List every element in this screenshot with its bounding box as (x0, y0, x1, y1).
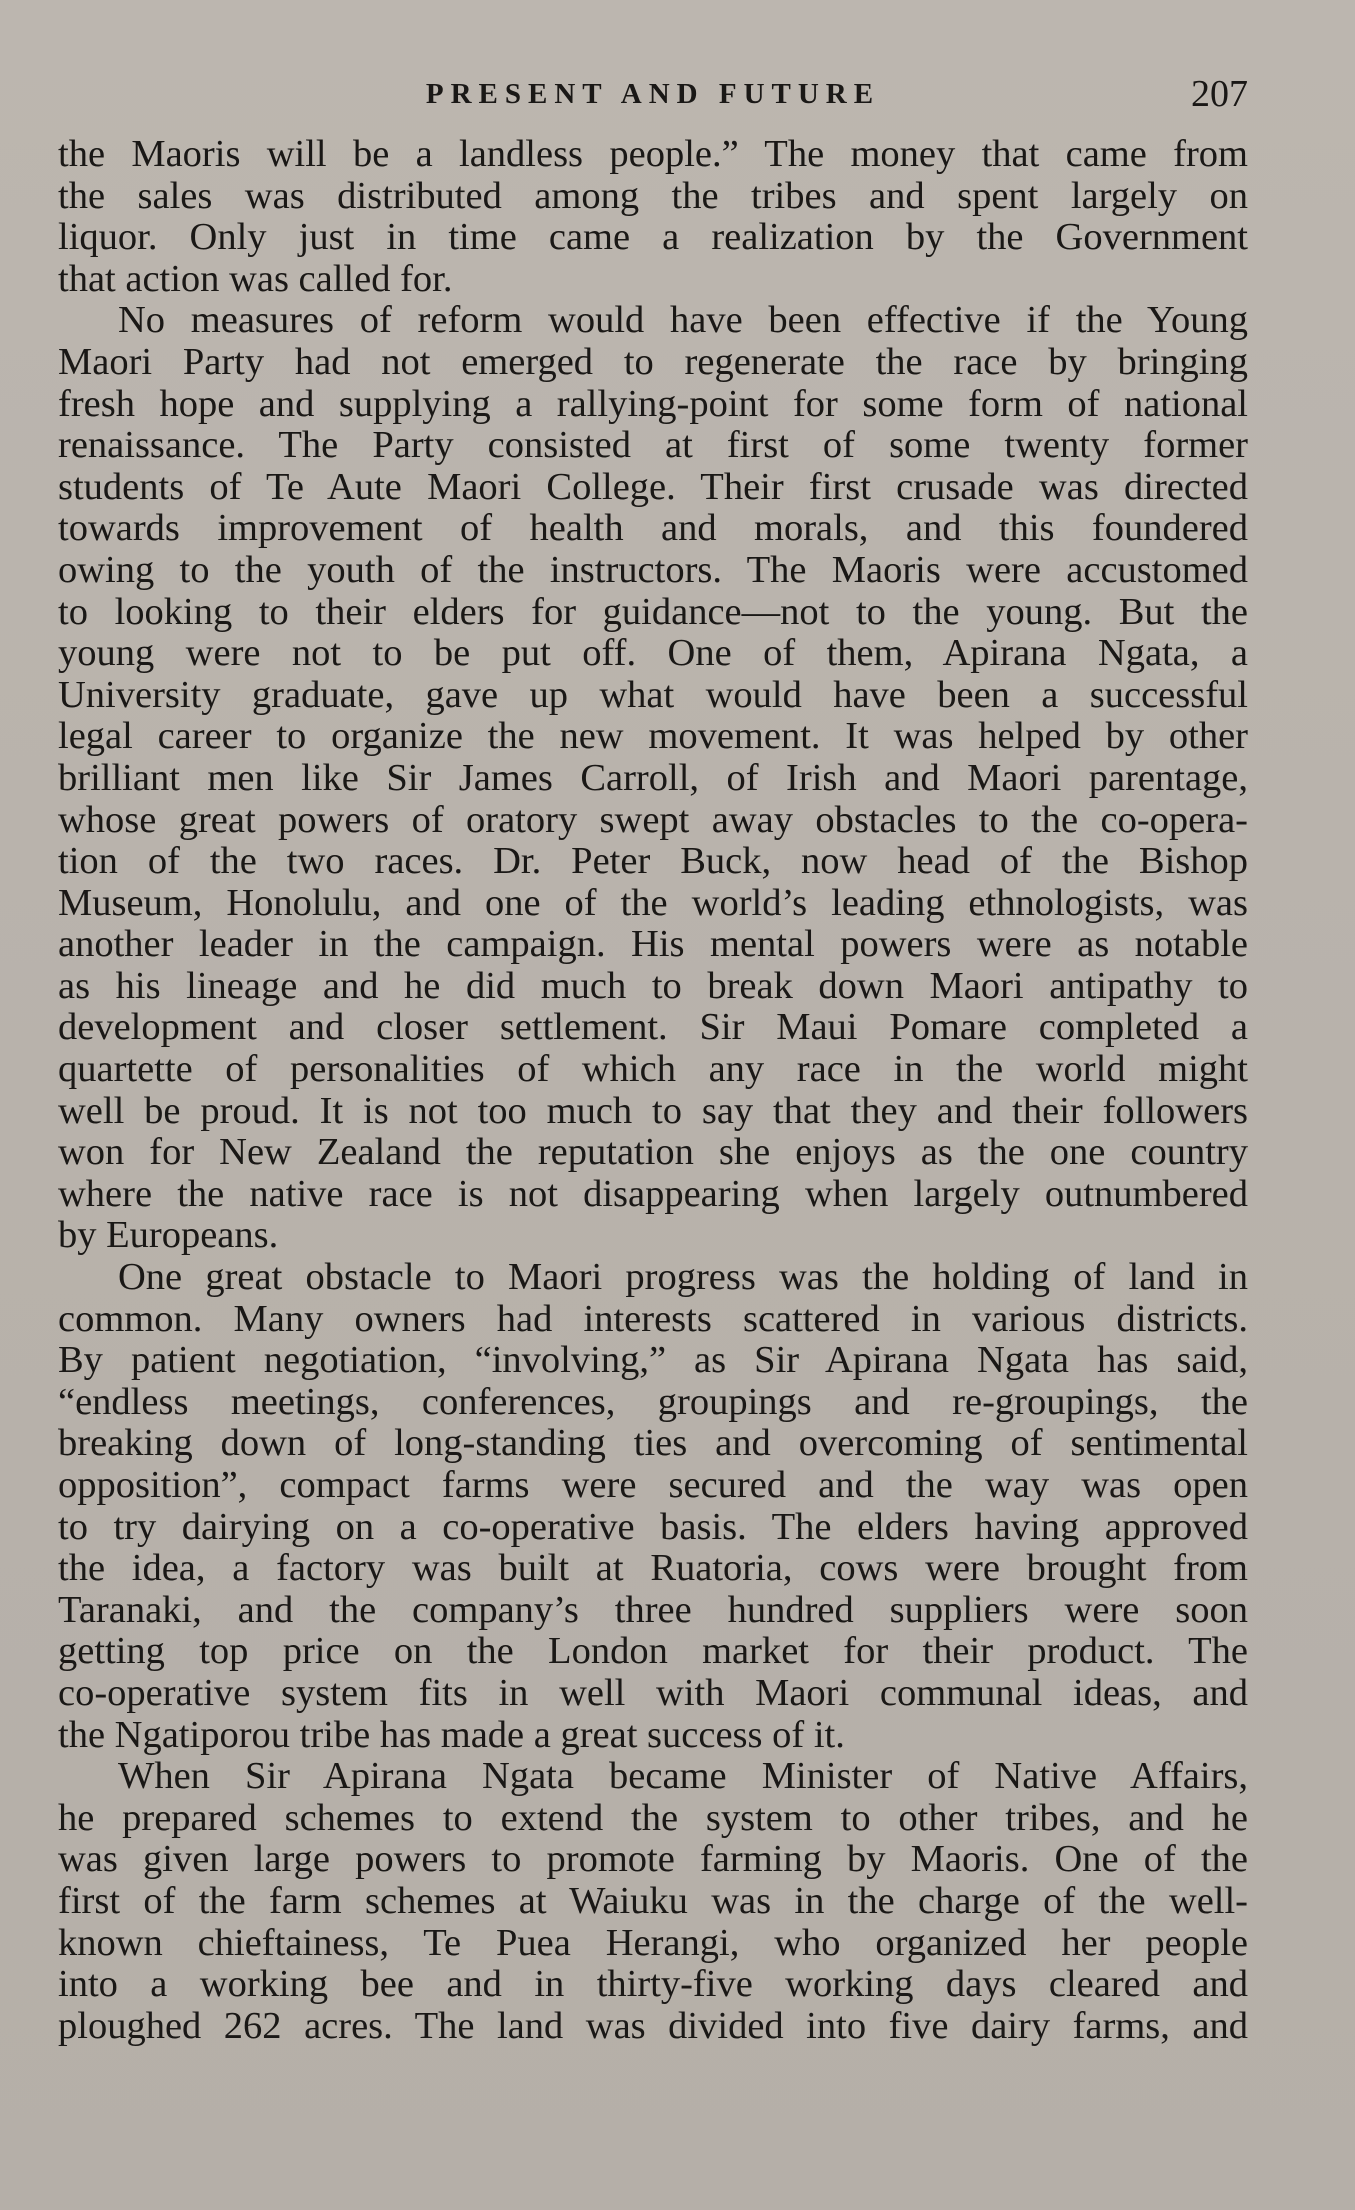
text-line: into a working bee and in thirty-five working days cleared and (58, 1963, 1248, 2006)
text-line: ploughed 262 acres. The land was divided into five dairy farms, and (58, 2004, 1248, 2047)
text-line: development and closer settlement. Sir Maui Pomare completed a (58, 1006, 1248, 1049)
text-line: the Ngatiporou tribe has made a great success of it. (58, 1713, 845, 1756)
text-line: owing to the youth of the instructors. The Maoris were accustomed (58, 548, 1248, 591)
text-line: One great obstacle to Maori progress was the holding of land in (118, 1256, 1248, 1299)
text-line: to try dairying on a co-operative basis. The elders having approved (58, 1505, 1248, 1548)
text-line: the Maoris will be a landless people.” The money that came from (58, 133, 1248, 175)
text-line: towards improvement of health and morals, and this foundered (58, 507, 1248, 550)
text-line: where the native race is not disappearing when largely outnumbered (58, 1172, 1248, 1215)
text-line: renaissance. The Party consisted at first of some twenty former (58, 424, 1248, 467)
text-line: By patient negotiation, “involving,” as Sir Apirana Ngata has said, (58, 1339, 1248, 1382)
text-line: whose great powers of oratory swept away obstacles to the co-opera- (58, 798, 1248, 841)
text-line: was given large powers to promote farming by Maoris. One of the (58, 1838, 1248, 1881)
text-line: another leader in the campaign. His mental powers were as notable (58, 923, 1248, 966)
running-head: PRESENT AND FUTURE (425, 78, 881, 110)
text-line: liquor. Only just in time came a realization by the Government (58, 216, 1248, 259)
text-line: as his lineage and he did much to break down Maori antipathy to (58, 964, 1248, 1007)
text-line: the idea, a factory was built at Ruatoria, cows were brought from (58, 1547, 1248, 1590)
text-line: legal career to organize the new movement. It was helped by other (58, 715, 1248, 758)
text-line: first of the farm schemes at Waiuku was in the charge of the well- (58, 1879, 1248, 1922)
text-line: University graduate, gave up what would have been a successful (58, 673, 1248, 716)
text-line: No measures of reform would have been effective if the Young (118, 299, 1248, 342)
text-line: won for New Zealand the reputation she enjoys as the one country (58, 1131, 1248, 1174)
text-line: known chieftainess, Te Puea Herangi, who organized her people (58, 1921, 1248, 1964)
text-line: to looking to their elders for guidance—not to the young. But the (58, 590, 1248, 633)
text-line: getting top price on the London market for their product. The (58, 1630, 1248, 1673)
page-header (58, 73, 1248, 124)
text-line: Maori Party had not emerged to regenerate the race by bringing (58, 340, 1248, 383)
text-line: brilliant men like Sir James Carroll, of Irish and Maori parentage, (58, 756, 1248, 799)
text-line: breaking down of long-standing ties and overcoming of sentimental (58, 1422, 1248, 1465)
text-line: When Sir Apirana Ngata became Minister of Native Affairs, (118, 1755, 1248, 1798)
text-line: tion of the two races. Dr. Peter Buck, now head of the Bishop (58, 840, 1248, 883)
page-number: 207 (1191, 73, 1248, 115)
text-line: by Europeans. (58, 1214, 279, 1257)
text-line: opposition”, compact farms were secured and the way was open (58, 1464, 1248, 1506)
text-line: Museum, Honolulu, and one of the world’s leading ethnologists, was (58, 881, 1248, 924)
text-line: he prepared schemes to extend the system to other tribes, and he (58, 1796, 1248, 1839)
body-text (58, 134, 1248, 2047)
text-line: “endless meetings, conferences, groupings and re-groupings, the (58, 1380, 1248, 1423)
text-line: Taranaki, and the company’s three hundred suppliers were soon (58, 1588, 1248, 1631)
text-line: students of Te Aute Maori College. Their first crusade was directed (58, 465, 1248, 508)
text-line: young were not to be put off. One of them, Apirana Ngata, a (58, 632, 1248, 675)
text-line: co-operative system fits in well with Maori communal ideas, and (58, 1671, 1248, 1714)
text-line: that action was called for. (58, 257, 453, 300)
text-line: the sales was distributed among the tribes and spent largely on (58, 174, 1248, 217)
text-line: common. Many owners had interests scattered in various districts. (58, 1297, 1248, 1340)
text-line: quartette of personalities of which any race in the world might (58, 1048, 1248, 1091)
text-line: well be proud. It is not too much to say that they and their followers (58, 1089, 1248, 1132)
text-line: fresh hope and supplying a rallying-point for some form of national (58, 382, 1248, 425)
